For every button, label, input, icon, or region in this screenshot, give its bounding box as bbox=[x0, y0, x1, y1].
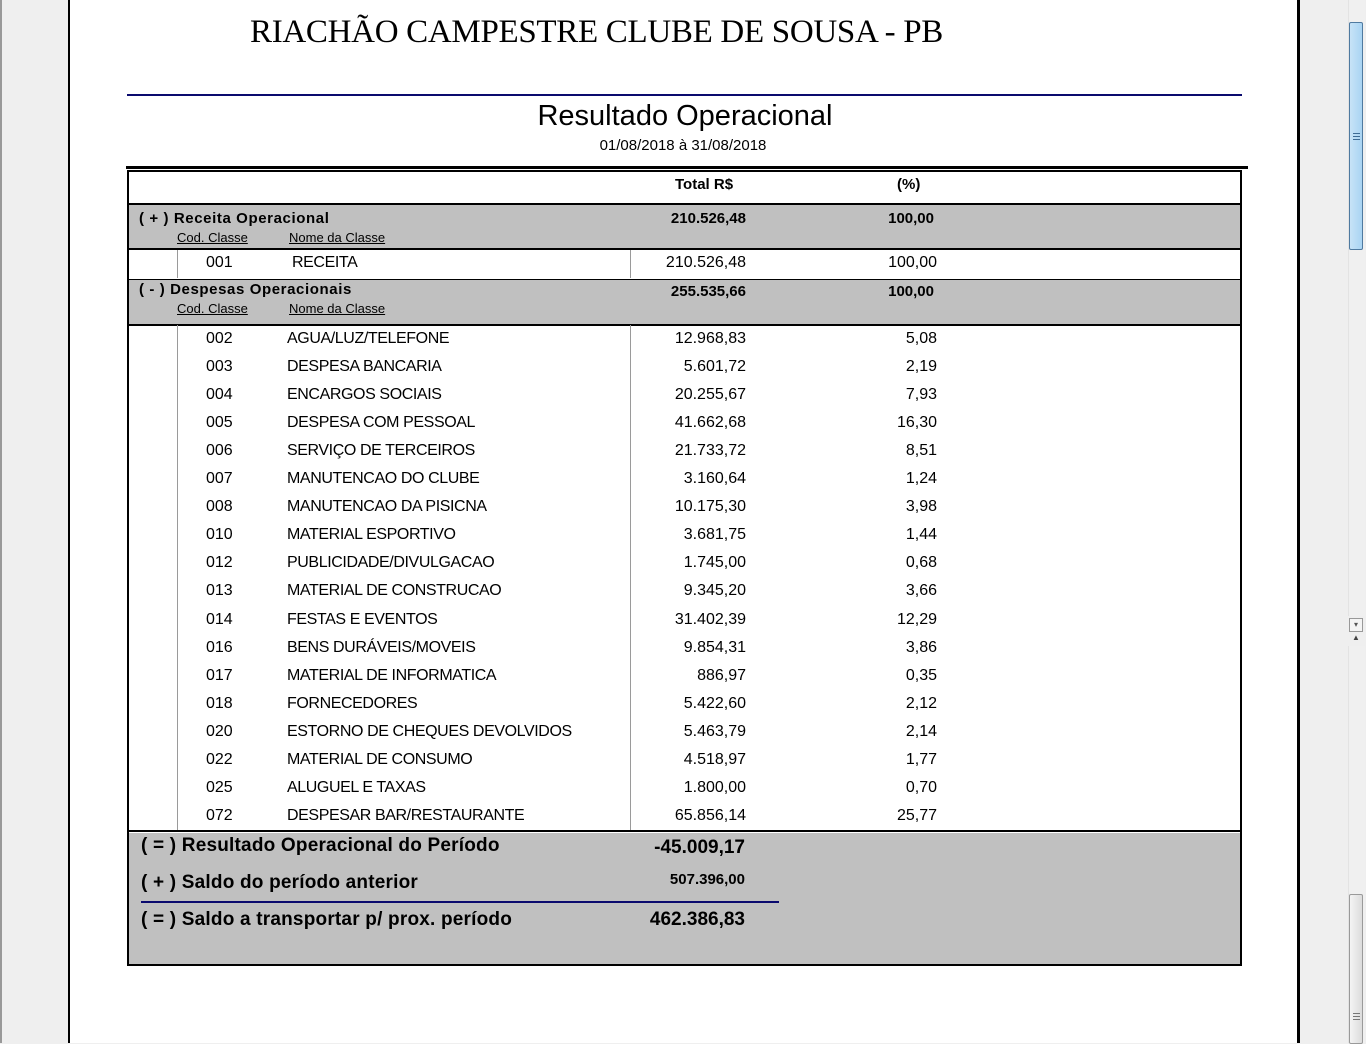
previous-balance-label: ( + ) Saldo do período anterior bbox=[141, 872, 418, 893]
summary-divider bbox=[141, 901, 779, 903]
row-percent: 3,98 bbox=[905, 498, 937, 516]
table-row bbox=[129, 691, 1240, 719]
row-divider bbox=[127, 830, 1242, 832]
club-title: RIACHÃO CAMPESTRE CLUBE DE SOUSA - PB bbox=[250, 14, 944, 50]
table-row bbox=[129, 410, 1240, 438]
carry-balance-label: ( = ) Saldo a transportar p/ prox. período bbox=[141, 909, 513, 930]
row-code: 003 bbox=[206, 358, 233, 376]
row-total: 10.175,30 bbox=[674, 498, 746, 516]
grip-icon bbox=[1353, 1013, 1360, 1014]
row-code: 016 bbox=[206, 638, 233, 656]
table-row bbox=[129, 438, 1240, 466]
row-total: 20.255,67 bbox=[674, 386, 746, 404]
row-percent: 7,93 bbox=[905, 386, 937, 404]
row-name: MATERIAL DE CONSTRUCAO bbox=[287, 582, 502, 600]
row-code: 002 bbox=[206, 330, 233, 347]
subheader-name: Nome da Classe bbox=[289, 301, 386, 316]
table-row bbox=[129, 466, 1240, 494]
row-total: 1.800,00 bbox=[683, 778, 746, 796]
row-total: 210.526,48 bbox=[665, 254, 746, 271]
table-row bbox=[129, 747, 1240, 775]
row-percent: 3,66 bbox=[905, 582, 937, 600]
row-total: 886,97 bbox=[697, 666, 746, 684]
row-name: RECEITA bbox=[292, 254, 358, 271]
table-row bbox=[129, 326, 1240, 354]
row-name: FORNECEDORES bbox=[287, 694, 418, 712]
scroll-up-arrow-icon[interactable]: ▲ bbox=[1352, 633, 1360, 642]
row-name: FESTAS E EVENTOS bbox=[287, 610, 438, 628]
row-percent: 12,29 bbox=[896, 610, 937, 628]
table-row bbox=[129, 250, 1240, 278]
report-title-text: Resultado Operacional bbox=[537, 100, 833, 132]
row-name: AGUA/LUZ/TELEFONE bbox=[287, 330, 450, 347]
group-total: 210.526,48 bbox=[670, 210, 746, 227]
row-code: 007 bbox=[206, 470, 233, 488]
column-divider bbox=[177, 250, 178, 278]
report-period: 01/08/2018 à 31/08/2018 bbox=[599, 137, 767, 154]
row-total: 1.745,00 bbox=[683, 554, 746, 572]
row-percent: 0,68 bbox=[905, 554, 937, 572]
row-name: MATERIAL ESPORTIVO bbox=[287, 526, 456, 544]
scrollbar-thumb-lower[interactable] bbox=[1349, 894, 1363, 1044]
row-name: ALUGUEL E TAXAS bbox=[287, 778, 426, 796]
row-total: 9.854,31 bbox=[683, 638, 746, 656]
table-row bbox=[129, 663, 1240, 691]
subheader-code: Cod. Classe bbox=[177, 230, 248, 245]
row-percent: 5,08 bbox=[905, 330, 937, 347]
group-percent: 100,00 bbox=[888, 210, 934, 227]
row-total: 3.681,75 bbox=[683, 526, 746, 544]
table-top-rule bbox=[126, 166, 1248, 169]
row-percent: 1,77 bbox=[905, 750, 937, 768]
row-name: DESPESA COM PESSOAL bbox=[287, 414, 476, 432]
group-expenses bbox=[129, 279, 1240, 326]
table-row bbox=[129, 354, 1240, 382]
row-code: 005 bbox=[206, 414, 233, 432]
row-code: 020 bbox=[206, 722, 233, 740]
row-code: 072 bbox=[206, 806, 233, 824]
split-view-button[interactable]: ▾ bbox=[1349, 618, 1363, 632]
grip-icon bbox=[1353, 133, 1360, 134]
row-code: 012 bbox=[206, 554, 233, 572]
table-row bbox=[129, 494, 1240, 522]
row-code: 004 bbox=[206, 386, 233, 404]
row-name: BENS DURÁVEIS/MOVEIS bbox=[287, 638, 476, 656]
previous-balance-value: 507.396,00 bbox=[669, 871, 745, 888]
row-total: 31.402,39 bbox=[674, 610, 746, 628]
column-divider bbox=[630, 250, 631, 278]
column-divider bbox=[630, 325, 631, 831]
header-percent: (%) bbox=[897, 176, 921, 193]
header-divider bbox=[127, 94, 1242, 96]
row-percent: 100,00 bbox=[888, 254, 937, 271]
table-row bbox=[129, 803, 1240, 831]
row-code: 013 bbox=[206, 582, 233, 600]
row-percent: 8,51 bbox=[905, 442, 937, 460]
row-code: 025 bbox=[206, 778, 233, 796]
row-name: MATERIAL DE CONSUMO bbox=[287, 750, 473, 768]
table-header-row bbox=[129, 172, 1240, 205]
row-code: 010 bbox=[206, 526, 233, 544]
report-title bbox=[0, 100, 1366, 133]
row-total: 5.422,60 bbox=[683, 694, 746, 712]
row-code: 017 bbox=[206, 666, 233, 684]
table-row bbox=[129, 578, 1240, 606]
row-name: PUBLICIDADE/DIVULGACAO bbox=[287, 554, 495, 572]
row-percent: 3,86 bbox=[905, 638, 937, 656]
result-label: ( = ) Resultado Operacional do Período bbox=[141, 835, 500, 856]
table-row bbox=[129, 775, 1240, 803]
row-total: 4.518,97 bbox=[683, 750, 746, 768]
grip-line bbox=[1353, 1016, 1360, 1017]
group-total: 255.535,66 bbox=[670, 283, 746, 300]
row-name: DESPESA BANCARIA bbox=[287, 358, 442, 376]
group-label: ( - ) Despesas Operacionais bbox=[139, 281, 352, 298]
row-percent: 0,70 bbox=[905, 778, 937, 796]
table-row bbox=[129, 607, 1240, 635]
table-row bbox=[129, 550, 1240, 578]
group-label: ( + ) Receita Operacional bbox=[139, 210, 330, 227]
row-total: 9.345,20 bbox=[683, 582, 746, 600]
row-name: ENCARGOS SOCIAIS bbox=[287, 386, 442, 404]
row-total: 5.463,79 bbox=[683, 722, 746, 740]
row-code: 018 bbox=[206, 694, 233, 712]
carry-balance-value: 462.386,83 bbox=[649, 909, 745, 930]
row-code: 014 bbox=[206, 610, 233, 628]
row-code: 006 bbox=[206, 442, 233, 460]
scrollbar-thumb-upper[interactable] bbox=[1349, 22, 1363, 250]
table-row bbox=[129, 522, 1240, 550]
table-row bbox=[129, 382, 1240, 410]
header-total: Total R$ bbox=[675, 176, 734, 193]
row-percent: 1,24 bbox=[905, 470, 937, 488]
row-total: 21.733,72 bbox=[674, 442, 746, 460]
table-row bbox=[129, 719, 1240, 747]
row-name: MATERIAL DE INFORMATICA bbox=[287, 666, 497, 684]
row-name: MANUTENCAO DO CLUBE bbox=[287, 470, 480, 488]
subheader-name: Nome da Classe bbox=[289, 230, 386, 245]
row-percent: 16,30 bbox=[896, 414, 937, 432]
row-percent: 2,14 bbox=[905, 722, 937, 740]
summary-section bbox=[129, 833, 1240, 964]
table-row bbox=[129, 635, 1240, 663]
column-divider bbox=[177, 325, 178, 831]
left-gutter bbox=[0, 0, 68, 1043]
row-total: 5.601,72 bbox=[683, 358, 746, 376]
row-code: 008 bbox=[206, 498, 233, 516]
subheader-code: Cod. Classe bbox=[177, 301, 248, 316]
grip-line bbox=[1353, 1019, 1360, 1020]
row-name: SERVIÇO DE TERCEIROS bbox=[287, 442, 475, 460]
row-percent: 2,19 bbox=[905, 358, 937, 376]
row-name: ESTORNO DE CHEQUES DEVOLVIDOS bbox=[287, 722, 572, 740]
row-name: DESPESAR BAR/RESTAURANTE bbox=[287, 806, 525, 824]
row-percent: 0,35 bbox=[905, 666, 937, 684]
row-percent: 1,44 bbox=[905, 526, 937, 544]
row-code: 001 bbox=[206, 254, 233, 271]
row-total: 41.662,68 bbox=[674, 414, 746, 432]
result-value: -45.009,17 bbox=[654, 837, 745, 858]
row-code: 022 bbox=[206, 750, 233, 768]
row-total: 12.968,83 bbox=[674, 330, 746, 347]
row-percent: 25,77 bbox=[896, 806, 937, 824]
row-total: 3.160,64 bbox=[683, 470, 746, 488]
row-percent: 2,12 bbox=[905, 694, 937, 712]
row-name: MANUTENCAO DA PISICNA bbox=[287, 498, 487, 516]
group-percent: 100,00 bbox=[888, 283, 934, 300]
group-revenue bbox=[129, 205, 1240, 250]
row-divider bbox=[129, 248, 1240, 250]
row-total: 65.856,14 bbox=[674, 806, 746, 824]
